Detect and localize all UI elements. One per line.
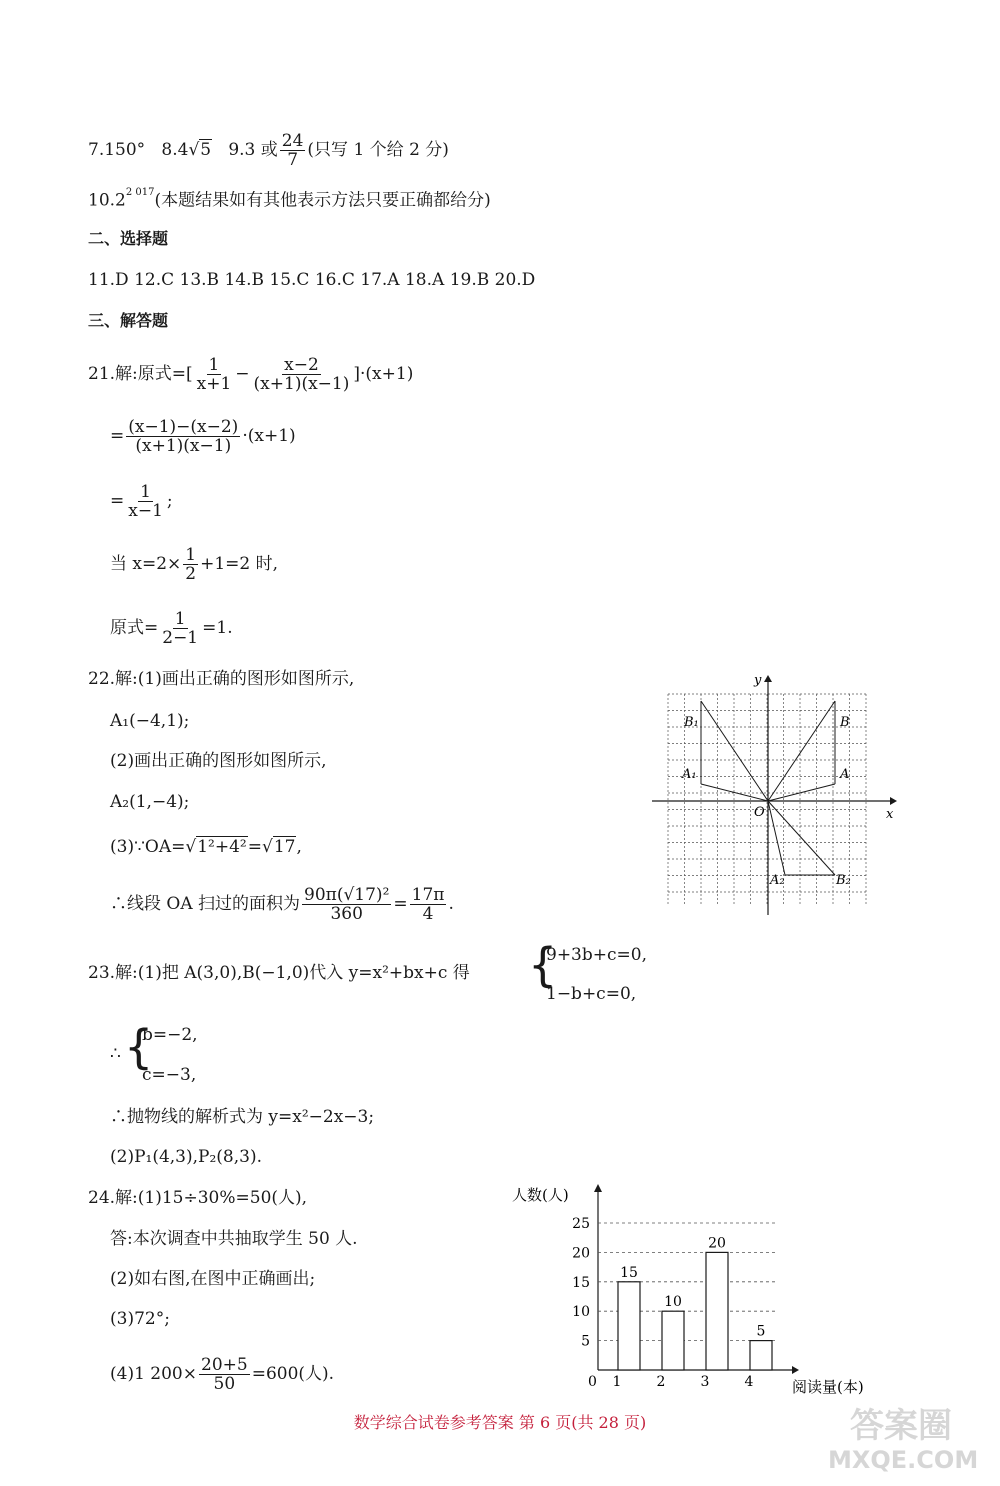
chart-ytick-label: 25 <box>572 1216 590 1232</box>
q24-line-4: (3)72°; <box>110 1309 170 1329</box>
q23-system-2-eq1: b=−2, <box>142 1025 198 1045</box>
point-label-B1: B₁ <box>684 715 699 730</box>
origin-label: O <box>754 805 765 820</box>
q21-line-3: = $\frac{1}{x-1}$ ; <box>110 482 173 521</box>
chart-origin-label: 0 <box>588 1374 597 1390</box>
axis-label-y: y <box>754 673 762 688</box>
q22-line-6: ∴线段 OA 扫过的面积为 $\frac{\text{90π(√17)²}}{360}$ = $\frac{17\pi}{4}$ . <box>110 885 454 924</box>
chart-ylabel: 人数(人) <box>512 1186 569 1204</box>
chart-data-label: 20 <box>708 1235 726 1252</box>
chart-xtick-label: 4 <box>744 1374 754 1390</box>
chart-bar <box>618 1282 640 1370</box>
q22-coordinate-graph <box>650 670 900 920</box>
q24-line-1: 24.解:(1)15÷30%=50(人), <box>88 1188 308 1208</box>
q22-line-2: A₁(−4,1); <box>110 711 190 731</box>
q22-line-4: A₂(1,−4); <box>110 792 190 812</box>
chart-data-label: 15 <box>620 1264 638 1281</box>
point-label-A: A <box>840 767 850 782</box>
answer-9-fraction: $\frac{24}{7}$ <box>281 131 304 170</box>
q23-brace-2: { <box>124 1020 154 1074</box>
point-label-A1: A₁ <box>682 767 697 782</box>
answer-line-10 <box>88 186 491 212</box>
watermark-logo-text: 答案圈 <box>850 1406 952 1446</box>
chart-ytick-label: 5 <box>581 1333 590 1350</box>
chart-ytick-label: 10 <box>572 1304 590 1321</box>
chart-bar <box>750 1341 772 1370</box>
answer-9: 9.3 或 <box>228 140 278 160</box>
page-footer: 数学综合试卷参考答案 第 6 页(共 28 页) <box>353 1413 647 1432</box>
point-label-B2: B₂ <box>836 873 851 888</box>
q21-line-1: 21.解:原式=[ $\frac{1}{x+1}$ − $\frac{x-2}{(x+1)(x-1)}$ ]·(x+1) <box>88 355 414 394</box>
q24-line-5: (4)1 200× $\frac{20+5}{50}$ =600(人). <box>110 1355 335 1394</box>
q24-line-3: (2)如右图,在图中正确画出; <box>110 1269 316 1289</box>
q22-line-5: (3)∵OA=√1²+4²=√17, <box>110 837 302 857</box>
q22-line-1: 22.解:(1)画出正确的图形如图所示, <box>88 669 355 689</box>
point-label-B: B <box>840 715 850 730</box>
chart-x-axis-arrow <box>792 1366 799 1374</box>
answer-8: 8.4 <box>161 140 189 160</box>
q23-line-4: (2)P₁(4,3),P₂(8,3). <box>110 1147 262 1167</box>
chart-bar <box>662 1311 684 1370</box>
watermark-url: MXQE.COM <box>828 1446 979 1474</box>
section-2-title: 二、选择题 <box>88 229 169 248</box>
section-3-title: 三、解答题 <box>88 311 169 330</box>
chart-bar <box>706 1252 728 1370</box>
answer-7: 7.150° <box>88 140 146 160</box>
q21-line-2: = $\frac{(x-1)-(x-2)}{(x+1)(x-1)}$ ·(x+1) <box>110 417 296 456</box>
answer-10-note: (本题结果如有其他表示方法只要正确都给分) <box>154 190 491 211</box>
q23-line-1: 23.解:(1)把 A(3,0),B(−1,0)代入 y=x²+bx+c 得 <box>88 963 470 983</box>
choice-answers: 11.D 12.C 13.B 14.B 15.C 16.C 17.A 18.A 19.B 20.D <box>88 270 536 290</box>
answer-9-note: (只写 1 个给 2 分) <box>307 140 449 160</box>
q24-line-2: 答:本次调查中共抽取学生 50 人. <box>110 1229 358 1249</box>
q22-line-3: (2)画出正确的图形如图所示, <box>110 751 327 771</box>
chart-data-label: 10 <box>664 1294 682 1311</box>
q23-line-3: ∴抛物线的解析式为 y=x²−2x−3; <box>110 1107 375 1127</box>
q21-line-4: 当 x=2× $\frac{1}{2}$ +1=2 时, <box>110 545 279 584</box>
chart-xtick-label: 3 <box>700 1374 710 1390</box>
q21-line-5: 原式= $\frac{1}{2-1}$ =1. <box>110 609 233 648</box>
point-label-A2: A₂ <box>770 873 785 888</box>
answer-line-7-9: 7.150° 8.4√5 9.3 或 $\frac{24}{7}$ (只写 1 个给 2 分) <box>88 131 449 170</box>
q23-therefore: ∴ <box>110 1044 121 1064</box>
q23-system-1-eq1: 9+3b+c=0, <box>546 945 647 965</box>
q24-bar-chart <box>500 1180 900 1400</box>
q23-system-2-eq2: c=−3, <box>142 1065 197 1085</box>
answer-10-exponent: 2 017 <box>125 187 155 198</box>
q23-system-1-eq2: 1−b+c=0, <box>546 984 637 1004</box>
chart-ytick-label: 20 <box>572 1245 590 1262</box>
chart-xtick-label: 1 <box>612 1374 622 1390</box>
q23-brace-1: { <box>528 938 558 992</box>
answer-10: 10.2 <box>88 190 126 211</box>
chart-xlabel: 阅读量(本) <box>792 1378 864 1396</box>
chart-ytick-label: 15 <box>572 1274 590 1291</box>
axis-label-x: x <box>886 807 894 822</box>
answer-8-root: 5 <box>200 140 212 160</box>
chart-data-label: 5 <box>756 1323 766 1340</box>
chart-xtick-label: 2 <box>656 1374 666 1390</box>
chart-y-axis-arrow <box>594 1184 602 1192</box>
